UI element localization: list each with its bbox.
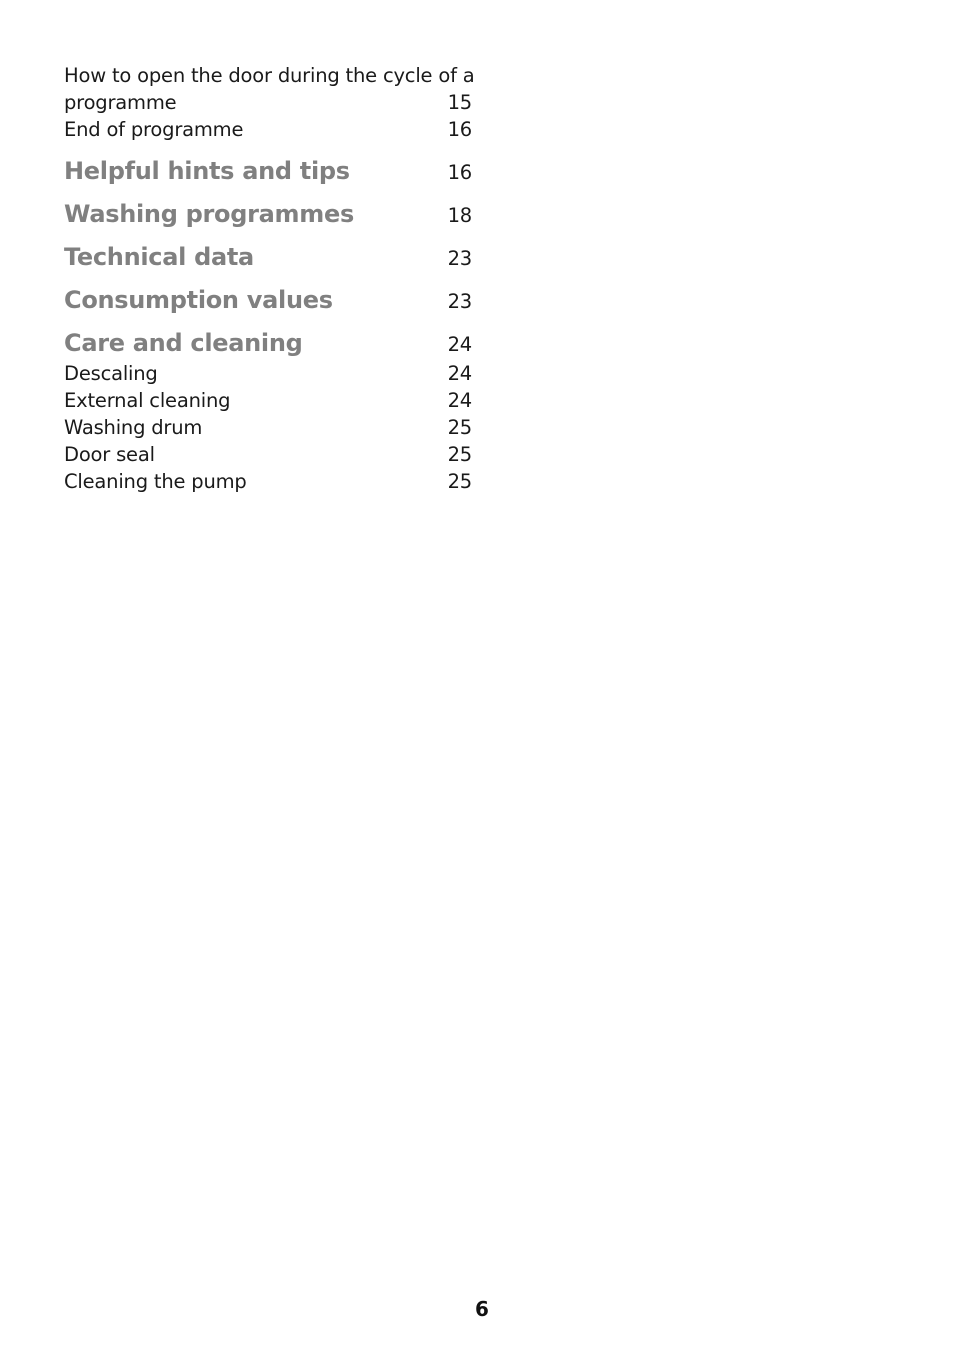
toc-heading-washing-programmes[interactable]	[64, 199, 472, 231]
page-footer	[0, 1297, 954, 1321]
toc-entry-line	[64, 89, 472, 116]
toc-heading-page: 24	[447, 333, 472, 356]
toc-heading-consumption-values[interactable]	[64, 285, 472, 317]
toc-heading-title: Helpful hints and tips	[64, 157, 350, 185]
toc-entry-page: 24	[447, 389, 472, 412]
toc-entry-line	[64, 62, 475, 89]
toc-heading-page: 16	[447, 161, 472, 184]
toc-heading-technical-data[interactable]	[64, 242, 472, 274]
toc-heading-helpful-hints[interactable]	[64, 156, 472, 188]
toc-entry-page: 15	[447, 91, 472, 114]
toc-entry-page: 25	[447, 416, 472, 439]
page-number: 6	[475, 1297, 489, 1321]
toc-entry-title: Door seal	[64, 443, 155, 466]
toc-entry-title: Descaling	[64, 362, 158, 385]
toc-entry-title-continued: programme	[64, 91, 177, 114]
toc-heading-care-and-cleaning[interactable]	[64, 328, 472, 360]
toc-entry-title: Washing drum	[64, 416, 203, 439]
toc-entry-cleaning-the-pump[interactable]	[64, 468, 472, 495]
table-of-contents	[64, 62, 475, 495]
toc-entry-open-door[interactable]	[64, 62, 475, 116]
toc-entry-page: 25	[447, 470, 472, 493]
toc-entry-title: Cleaning the pump	[64, 470, 247, 493]
toc-heading-title: Washing programmes	[64, 200, 354, 228]
toc-heading-page: 18	[447, 204, 472, 227]
toc-heading-title: Consumption values	[64, 286, 333, 314]
toc-entry-title: End of programme	[64, 118, 244, 141]
toc-entry-title: External cleaning	[64, 389, 231, 412]
toc-heading-page: 23	[447, 290, 472, 313]
toc-entry-washing-drum[interactable]	[64, 414, 472, 441]
toc-heading-title: Technical data	[64, 243, 254, 271]
toc-entry-end-of-programme[interactable]	[64, 116, 472, 143]
toc-entry-page: 25	[447, 443, 472, 466]
toc-entry-page: 24	[447, 362, 472, 385]
toc-entry-descaling[interactable]	[64, 360, 472, 387]
toc-entry-page: 16	[447, 118, 472, 141]
toc-entry-door-seal[interactable]	[64, 441, 472, 468]
toc-heading-title: Care and cleaning	[64, 329, 303, 357]
toc-heading-page: 23	[447, 247, 472, 270]
toc-entry-title: How to open the door during the cycle of a	[64, 64, 475, 87]
toc-entry-external-cleaning[interactable]	[64, 387, 472, 414]
